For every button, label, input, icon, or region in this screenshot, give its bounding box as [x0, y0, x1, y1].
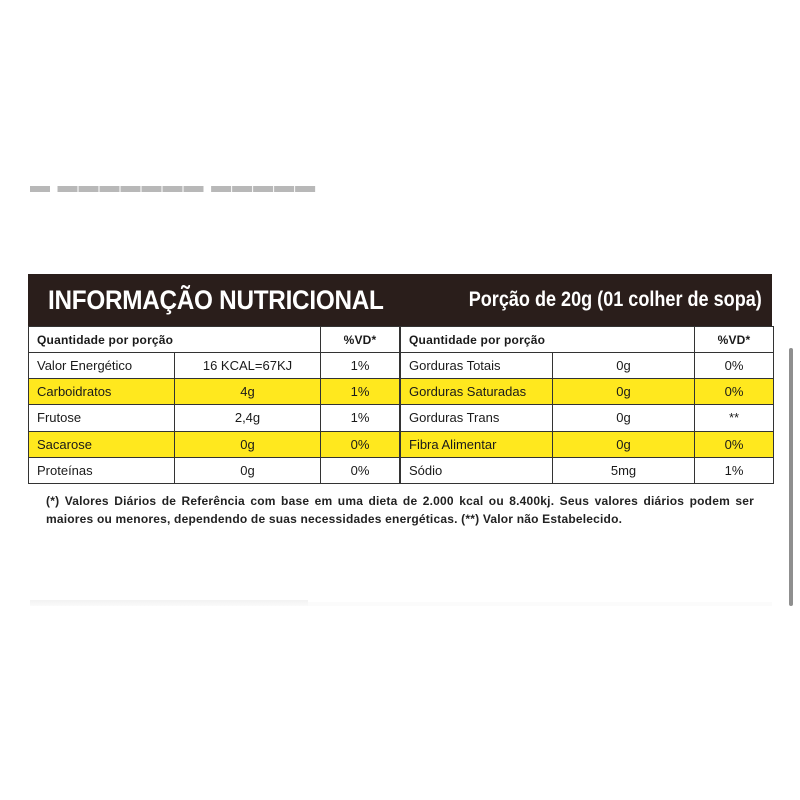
column-header-quantity: Quantidade por porção [29, 327, 321, 353]
nutrient-daily-value: 0% [695, 353, 774, 379]
nutrition-tables [28, 326, 772, 484]
scrollbar[interactable] [789, 348, 793, 606]
table-row [401, 405, 774, 431]
nutrient-daily-value: 1% [695, 457, 774, 483]
nutrient-amount: 0g [553, 405, 695, 431]
nutrient-daily-value: 1% [321, 353, 400, 379]
nutrition-table-left [28, 326, 400, 484]
table-row [29, 457, 400, 483]
table-row [29, 379, 400, 405]
column-header-vd: %VD* [695, 327, 774, 353]
nutrient-amount: 0g [553, 379, 695, 405]
nutrient-daily-value: 1% [321, 379, 400, 405]
nutrient-amount: 0g [553, 431, 695, 457]
table-header-row [29, 327, 400, 353]
label-title: INFORMAÇÃO NUTRICIONAL [48, 284, 384, 315]
nutrient-daily-value: ** [695, 405, 774, 431]
portion-size: Porção de 20g (01 colher de sopa) [468, 288, 762, 311]
table-row [29, 405, 400, 431]
nutrient-amount: 16 KCAL=67KJ [175, 353, 321, 379]
nutrient-daily-value: 0% [695, 431, 774, 457]
nutrient-daily-value: 0% [321, 457, 400, 483]
nutrient-name: Sódio [401, 457, 553, 483]
column-header-quantity: Quantidade por porção [401, 327, 695, 353]
nutrient-amount: 5mg [553, 457, 695, 483]
table-row [401, 379, 774, 405]
nutrient-name: Fibra Alimentar [401, 431, 553, 457]
nutrient-amount: 4g [175, 379, 321, 405]
label-header [28, 274, 772, 326]
nutrient-name: Valor Energético [29, 353, 175, 379]
nutrient-daily-value: 0% [321, 431, 400, 457]
cropped-text-fragment: ▬ ▬▬▬▬▬▬▬ ▬▬▬▬▬ [30, 175, 317, 197]
nutrient-amount: 2,4g [175, 405, 321, 431]
nutrient-name: Proteínas [29, 457, 175, 483]
nutrient-amount: 0g [553, 353, 695, 379]
nutrient-name: Sacarose [29, 431, 175, 457]
nutrient-daily-value: 1% [321, 405, 400, 431]
table-row [29, 353, 400, 379]
table-header-row [401, 327, 774, 353]
table-row [401, 353, 774, 379]
nutrient-name: Frutose [29, 405, 175, 431]
nutrient-amount: 0g [175, 431, 321, 457]
nutrient-name: Gorduras Totais [401, 353, 553, 379]
nutrient-amount: 0g [175, 457, 321, 483]
table-row [401, 431, 774, 457]
nutrition-facts-label [28, 274, 772, 538]
nutrient-name: Carboidratos [29, 379, 175, 405]
nutrient-name: Gorduras Saturadas [401, 379, 553, 405]
divider [30, 600, 308, 606]
daily-values-footnote: (*) Valores Diários de Referência com base em uma dieta de 2.000 kcal ou 8.400kj. Seus valores diários podem ser maiores ou menores, dependendo de suas necessidades energéticas. (**) Valor não Estabelecido. [46, 494, 754, 526]
table-row [401, 457, 774, 483]
column-header-vd: %VD* [321, 327, 400, 353]
divider [308, 602, 772, 606]
nutrition-table-right [400, 326, 774, 484]
table-row [29, 431, 400, 457]
nutrient-name: Gorduras Trans [401, 405, 553, 431]
nutrient-daily-value: 0% [695, 379, 774, 405]
